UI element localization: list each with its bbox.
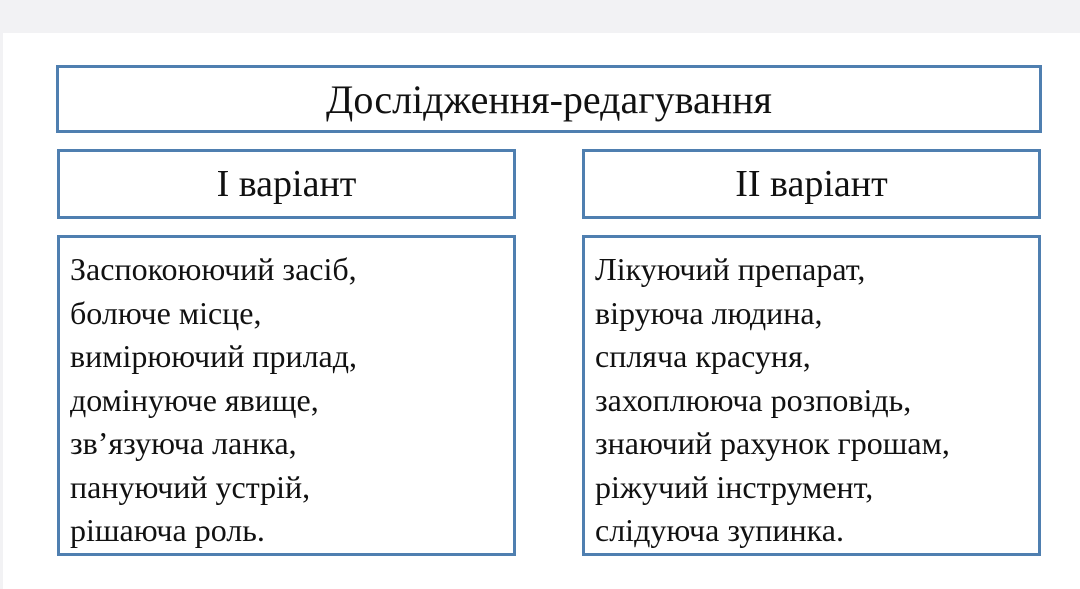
title-text: Дослідження-редагування [326, 76, 772, 122]
title-box [56, 65, 1042, 133]
list-item: домінуюче явище, [70, 381, 319, 418]
list-item: віруюча людина, [595, 294, 823, 331]
list-item: слідуюча зупинка. [595, 512, 844, 548]
list-item: знаючий рахунок грошам, [595, 425, 950, 461]
list-item: рішаюча роль. [70, 512, 265, 548]
list-item: вимірюючий прилад, [70, 338, 358, 374]
list-item: ріжучий інструмент, [595, 468, 874, 505]
list-item: спляча красуня, [595, 338, 811, 374]
variant-2-list-box [582, 235, 1041, 556]
variant-2-label: ІІ варіант [735, 163, 888, 205]
list-item: захоплююча розповідь, [595, 381, 912, 418]
list-item: зв’язуюча ланка, [70, 425, 297, 461]
variant-1-header [57, 149, 516, 219]
variant-1-label: І варіант [216, 163, 357, 205]
list-item: Лікуючий препарат, [595, 251, 866, 287]
variant-2-list [595, 248, 1038, 553]
variant-2-header [582, 149, 1041, 219]
variant-1-list [70, 248, 513, 553]
variant-1-list-box [57, 235, 516, 556]
list-item: пануючий устрій, [70, 468, 311, 505]
list-item: Заспокоюючий засіб, [70, 251, 357, 287]
list-item: болюче місце, [70, 294, 262, 331]
